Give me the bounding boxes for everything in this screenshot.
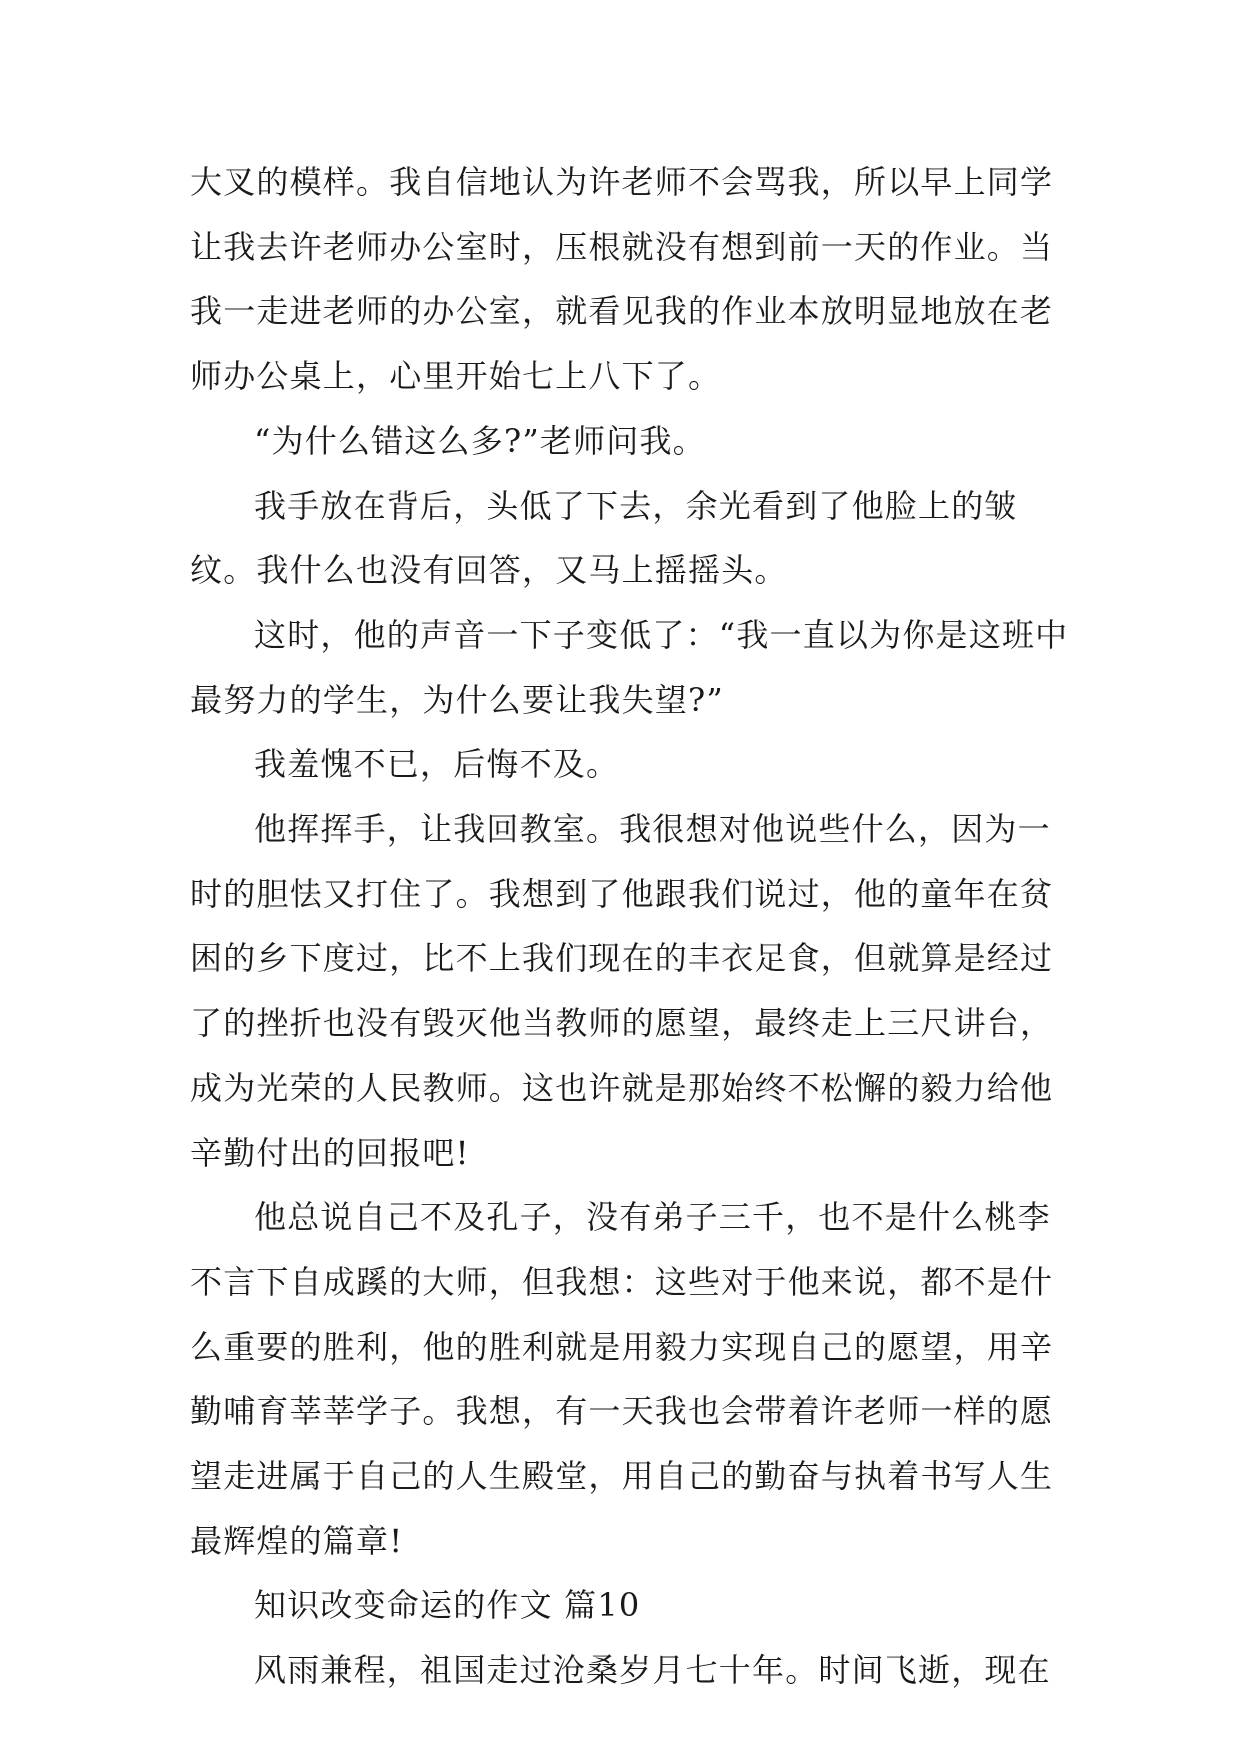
paragraph-1: 大叉的模样。我自信地认为许老师不会骂我，所以早上同学让我去许老师办公室时，压根就没有想到前一天的作业。当我一走进老师的办公室，就看见我的作业本放明显地放在老师办公桌上，心里开始七上八下了。 xyxy=(190,163,1054,396)
paragraph-3: 我手放在背后，头低了下去，余光看到了他脸上的皱纹。我什么也没有回答，又马上摇摇头。 xyxy=(190,486,1018,590)
section-heading: 知识改变命运的作文 篇10 xyxy=(254,1586,641,1625)
paragraph-8: 风雨兼程，祖国走过沧桑岁月七十年。时间飞逝，现在 xyxy=(254,1651,1051,1690)
document-body xyxy=(190,150,1070,1703)
paragraph-6: 他挥挥手，让我回教室。我很想对他说些什么，因为一时的胆怯又打住了。我想到了他跟我们说过，他的童年在贫困的乡下度过，比不上我们现在的丰衣足食，但就算是经过了的挫折也没有毁灭他当教师的愿望，最终走上三尺讲台，成为光荣的人民教师。这也许就是那始终不松懈的毅力给他辛勤付出的回报吧! xyxy=(190,810,1054,1172)
paragraph-7: 他总说自己不及孔子，没有弟子三千，也不是什么桃李不言下自成蹊的大师，但我想：这些对于他来说，都不是什么重要的胜利，他的胜利就是用毅力实现自己的愿望，用辛勤哺育莘莘学子。我想，有一天我也会带着许老师一样的愿望走进属于自己的人生殿堂，用自己的勤奋与执着书写人生最辉煌的篇章! xyxy=(190,1198,1054,1560)
paragraph-5: 我羞愧不已，后悔不及。 xyxy=(254,745,620,784)
paragraph-2: “为什么错这么多?”老师问我。 xyxy=(254,421,706,460)
paragraph-4: 这时，他的声音一下子变低了：“我一直以为你是这班中最努力的学生，为什么要让我失望?” xyxy=(190,615,1069,719)
